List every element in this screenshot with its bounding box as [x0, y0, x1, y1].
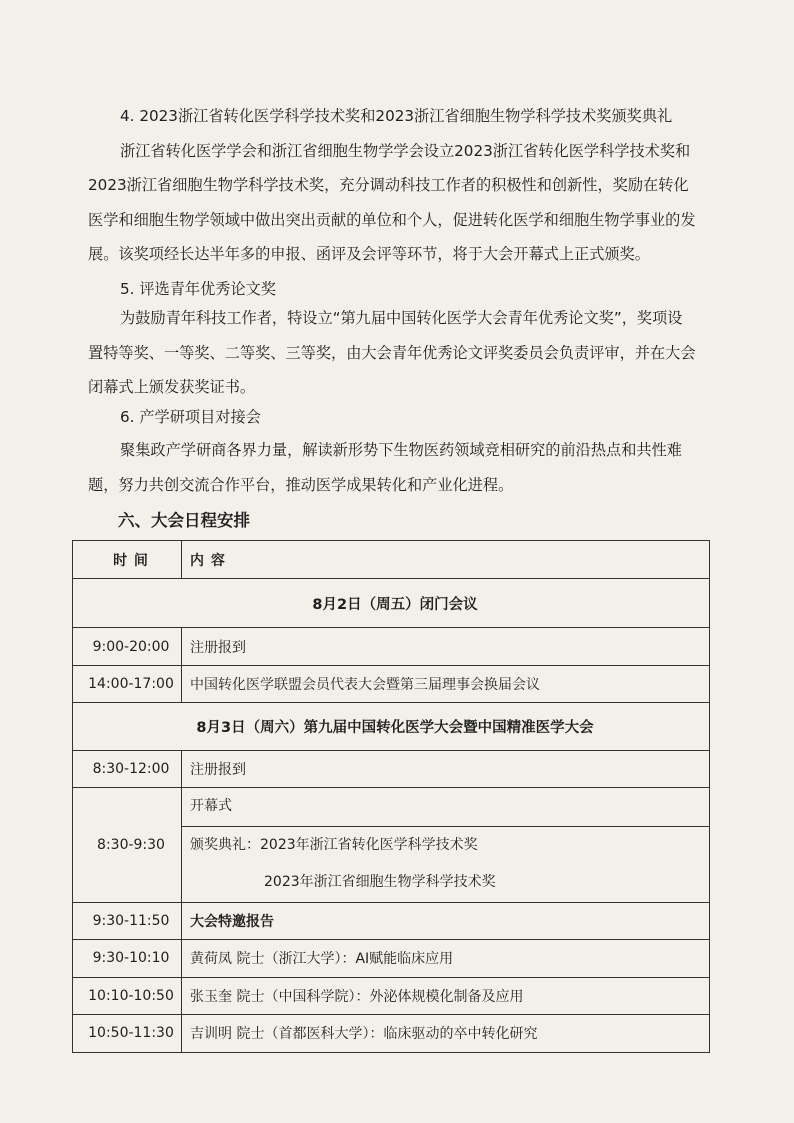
text-line: 展。该奖项经长达半年多的申报、函评及会评等环节，将于大会开幕式上正式颁奖。	[88, 245, 650, 263]
award-item: 颁奖典礼：2023年浙江省转化医学科学技术奖	[190, 836, 478, 853]
row-content: 黄荷凤 院士（浙江大学）：AI赋能临床应用	[182, 939, 710, 977]
item6-description	[88, 433, 728, 502]
row-time: 10:50-11:30	[73, 1014, 182, 1052]
item4-title	[88, 99, 728, 134]
day2-title: 8月3日（周六）第九届中国转化医学大会暨中国精准医学大会	[73, 703, 710, 751]
schedule-table	[72, 540, 710, 1053]
opening-item: 开幕式	[182, 788, 709, 827]
table-row	[73, 788, 710, 903]
text-line: 聚集政产学研商各界力量，解读新形势下生物医药领域竞相研究的前沿热点和共性难	[120, 441, 682, 459]
opening-content	[182, 788, 710, 903]
row-time: 10:10-10:50	[73, 977, 182, 1014]
table-row	[73, 939, 710, 977]
table-header-row	[73, 541, 710, 579]
text-line: 置特等奖、一等奖、二等奖、三等奖，由大会青年优秀论文评奖委员会负责评审，并在大会	[88, 343, 696, 362]
award-item: 2023年浙江省细胞生物学科学技术奖	[264, 874, 496, 890]
header-time: 时 间	[73, 541, 182, 579]
text-line: 4. 2023浙江省转化医学科学技术奖和2023浙江省细胞生物学科学技术奖颁奖典礼	[120, 107, 673, 125]
row-content: 中国转化医学联盟会员代表大会暨第三届理事会换届会议	[182, 666, 710, 703]
item4-description	[88, 134, 728, 272]
text-line: 6. 产学研项目对接会	[120, 408, 261, 426]
header-content: 内 容	[182, 541, 710, 579]
row-time: 9:30-11:50	[73, 902, 182, 939]
row-content: 注册报到	[182, 628, 710, 666]
text-line: 题，努力共创交流合作平台，推动医学成果转化和产业化进程。	[88, 475, 514, 494]
text-line: 为鼓励青年科技工作者，特设立“第九届中国转化医学大会青年优秀论文奖”，奖项设	[120, 309, 683, 327]
day-title-row	[73, 579, 710, 628]
day1-title: 8月2日（周五）闭门会议	[73, 579, 710, 628]
row-content: 吉训明 院士（首都医科大学）：临床驱动的卒中转化研究	[182, 1014, 710, 1052]
row-time: 9:00-20:00	[73, 628, 182, 666]
text-line: 2023浙江省细胞生物学科学技术奖，充分调动科技工作者的积极性和创新性，奖励在转化	[88, 176, 689, 194]
row-time: 8:30-9:30	[73, 788, 182, 903]
item6-title	[88, 400, 728, 435]
table-row	[73, 666, 710, 703]
row-content: 张玉奎 院士（中国科学院）：外泌体规模化制备及应用	[182, 977, 710, 1014]
table-row	[73, 977, 710, 1014]
row-time: 8:30-12:00	[73, 751, 182, 788]
table-row	[73, 902, 710, 939]
day-title-row	[73, 703, 710, 751]
row-content: 大会特邀报告	[182, 902, 710, 939]
text-line: 医学和细胞生物学领域中做出突出贡献的单位和个人，促进转化医学和细胞生物学事业的发	[88, 210, 696, 229]
text-line: 5. 评选青年优秀论文奖	[120, 279, 277, 298]
table-row	[73, 751, 710, 788]
section-heading: 六、大会日程安排	[118, 511, 250, 530]
table-row	[73, 628, 710, 666]
text-line: 浙江省转化医学学会和浙江省细胞生物学学会设立2023浙江省转化医学科学技术奖和	[120, 141, 691, 160]
table-row	[73, 1014, 710, 1052]
row-time: 9:30-10:10	[73, 939, 182, 977]
row-time: 14:00-17:00	[73, 666, 182, 703]
text-line: 闭幕式上颁发获奖证书。	[88, 378, 256, 396]
item5-description	[88, 301, 728, 405]
row-content: 注册报到	[182, 751, 710, 788]
